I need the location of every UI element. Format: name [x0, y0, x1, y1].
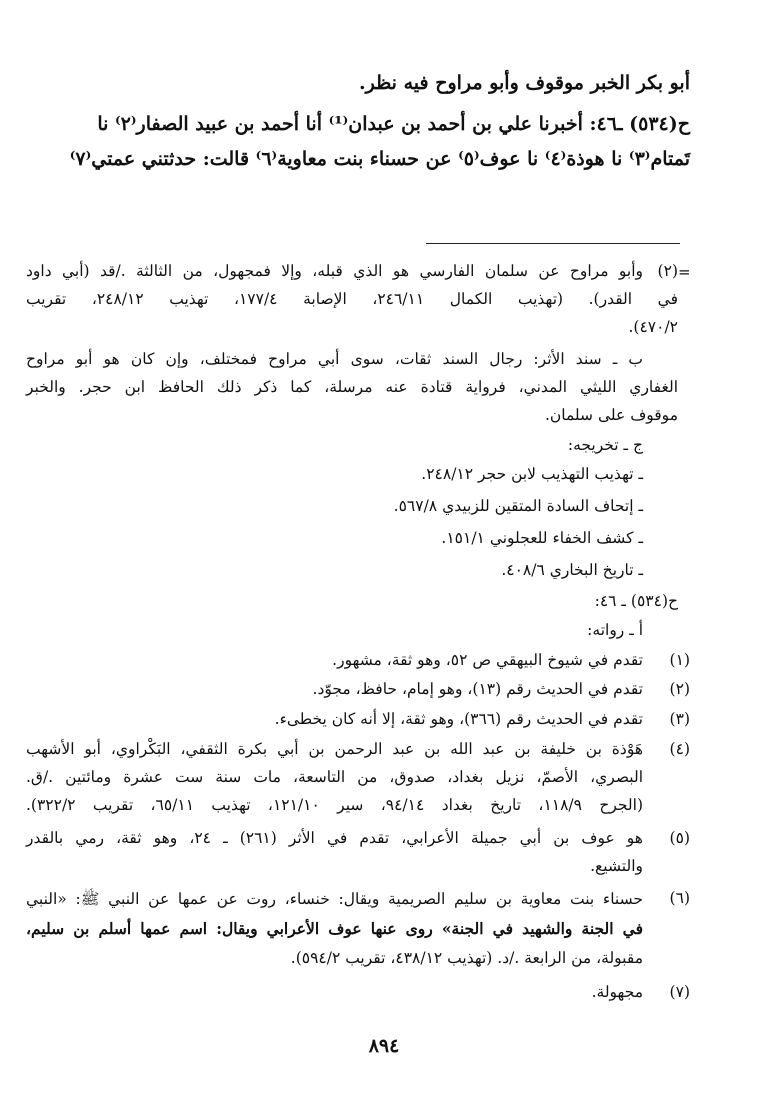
takhrij-item: ـ تهذيب التهذيب لابن حجر ٢٤٨/١٢. — [421, 465, 643, 483]
narrator-number: (١) — [669, 651, 690, 669]
narrator-text: هَوْذة بن خليفة بن عبد الله بن عبد الرحمن بن أبي بكرة الثقفي، البَكْراوي، أبو الأشهب — [26, 740, 643, 758]
takhrij-item: ـ تاريخ البخاري ٤٠٨/٦. — [501, 561, 643, 579]
narrator-number: (٧) — [669, 983, 690, 1001]
footnote-text: ٤٧٠/٢). — [628, 318, 678, 336]
narrator-number: (٥) — [669, 829, 690, 847]
takhrij-item: ـ إتحاف السادة المتقين للزبيدي ٥٦٧/٨. — [393, 497, 643, 515]
narrators-heading: أ ـ رواته: — [587, 621, 643, 639]
hadith-isnad-line-1: ح(٥٣٤) ـ٤٦: أخبرنا علي بن أحمد بن عبدان⁽¹⁾ أنا أحمد بن عبيد الصفار⁽٢⁾ نا — [97, 113, 690, 135]
narrator-text: حسناء بنت معاوية بن سليم الصريمية ويقال: خنساء، روت عن عمها عن النبي ﷺ: «النبي — [26, 890, 643, 908]
hadith-reference-heading: ح(٥٣٤) ـ ٤٦: — [594, 592, 678, 610]
takhrij-item: ـ كشف الخفاء للعجلوني ١٥١/١. — [441, 529, 643, 547]
narrator-text: في الجنة والشهيد في الجنة» روى عنها عوف الأعرابي ويقال: اسم عمها أسلم بن سليم، — [26, 919, 643, 938]
narrator-text: مقبولة، من الرابعة ./د. (تهذيب ٤٣٨/١٢، تقريب ٥٩٤/٢). — [290, 949, 643, 967]
narrator-text: هو عوف بن أبي جميلة الأعرابي، تقدم في الأثر (٢٦١) ـ ٢٤، وهو ثقة، رمي بالقدر — [26, 829, 643, 847]
footnote-text: في القدر). (تهذيب الكمال ٢٤٦/١١، الإصابة ١٧٧/٤، تهذيب ٢٤٨/١٢، تقريب — [26, 290, 678, 308]
takhrij-heading: ج ـ تخريجه: — [567, 436, 643, 454]
hadith-isnad-line-2: تَمتام⁽٣⁾ نا هوذة⁽٤⁾ نا عوف⁽٥⁾ عن حسناء بنت معاوية⁽٦⁾ قالت: حدثتني عمتي⁽٧⁾ — [69, 148, 690, 170]
isnad-section-text: موقوف على سلمان. — [544, 406, 678, 424]
main-text-line-1: أبو بكر الخبر موقوف وأبو مراوح فيه نظر. — [359, 72, 690, 94]
footnote-number: (٢) — [657, 262, 678, 280]
footnote-divider — [426, 243, 680, 244]
continuation-mark: = — [678, 263, 691, 281]
narrator-text: مجهولة. — [591, 983, 643, 1001]
narrator-number: (٦) — [669, 889, 690, 907]
narrator-text: والتشيع. — [590, 857, 643, 875]
narrator-text: تقدم في الحديث رقم (٣٦٦)، وهو ثقة، إلا أنه كان يخطىء. — [274, 710, 643, 728]
narrator-text: تقدم في شيوخ البيهقي ص ٥٢، وهو ثقة، مشهور. — [332, 651, 643, 669]
narrator-text: (الجرح ١١٨/٩، تاريخ بغداد ٩٤/١٤، سير ١٢١/١٠، تهذيب ٦٥/١١، تقريب ٣٢٢/٢). — [26, 796, 643, 814]
narrator-number: (٤) — [669, 740, 690, 758]
narrator-text: تقدم في الحديث رقم (١٣)، وهو إمام، حافظ، مجوّد. — [312, 680, 643, 698]
footnote-text: وأبو مراوح عن سلمان الفارسي هو الذي قبله، وإلا فمجهول، من الثالثة ./قد (أبي داود — [26, 262, 643, 280]
isnad-section-text: الغفاري الليثي المدني، فرواية قتادة عنه مرسلة، كما ذكر ذلك الحافظ ابن حجر. والخبر — [26, 378, 678, 396]
narrator-number: (٢) — [669, 680, 690, 698]
page-number: ٨٩٤ — [368, 1035, 400, 1057]
isnad-section-text: ب ـ سند الأثر: رجال السند ثقات، سوى أبي مراوح فمختلف، وإن كان هو أبو مراوح — [26, 350, 643, 368]
narrator-text: البصري، الأصمّ، نزيل بغداد، صدوق، من التاسعة، مات سنة ست عشرة ومائتين ./ق. — [26, 768, 643, 786]
narrator-number: (٣) — [669, 710, 690, 728]
